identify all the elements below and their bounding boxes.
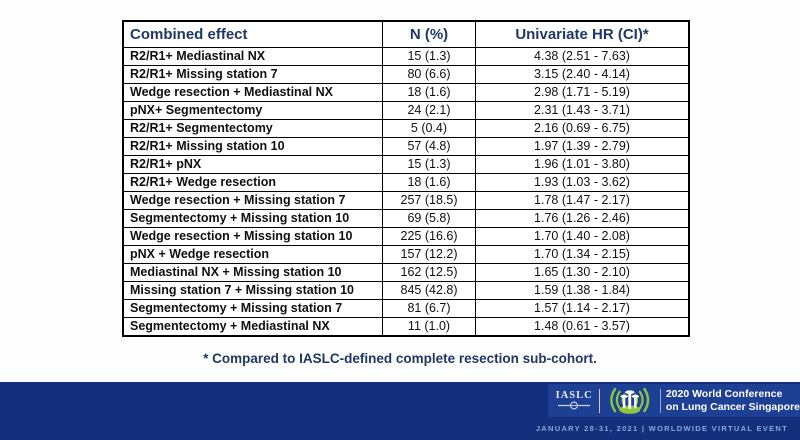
header-n-percent: N (%) (383, 21, 476, 48)
logo-text-separator (660, 389, 661, 413)
cell-univariate-hr: 1.96 (1.01 - 3.80) (476, 156, 690, 174)
cell-n-percent: 80 (6.6) (383, 66, 476, 84)
table-header (123, 21, 689, 48)
table-row (123, 246, 689, 264)
cell-univariate-hr: 1.76 (1.26 - 2.46) (476, 210, 690, 228)
footer-bar (0, 382, 800, 440)
cell-combined-effect: R2/R1+ pNX (123, 156, 383, 174)
cell-combined-effect: Wedge resection + Missing station 7 (123, 192, 383, 210)
conference-title (666, 388, 800, 413)
table-row (123, 120, 689, 138)
footnote: * Compared to IASLC-defined complete resection sub-cohort. (203, 351, 597, 366)
conference-title-line2: on Lung Cancer Singapore (665, 400, 800, 413)
table-row (123, 48, 689, 66)
cell-univariate-hr: 4.38 (2.51 - 7.63) (476, 48, 690, 66)
cell-combined-effect: R2/R1+ Wedge resection (123, 174, 383, 192)
merlion-soundwave-icon (605, 384, 654, 417)
cell-n-percent: 845 (42.8) (383, 282, 476, 300)
table-body (123, 48, 689, 337)
cell-univariate-hr: 2.31 (1.43 - 3.71) (476, 102, 690, 120)
table-row (123, 210, 689, 228)
cell-combined-effect: Segmentectomy + Missing station 7 (123, 300, 383, 318)
cell-n-percent: 257 (18.5) (383, 192, 476, 210)
cell-combined-effect: pNX+ Segmentectomy (123, 102, 383, 120)
logo-separator (599, 389, 600, 413)
conference-title-line1: 2020 World Conference (665, 388, 783, 400)
cell-univariate-hr: 1.48 (0.61 - 3.57) (476, 318, 690, 337)
cell-univariate-hr: 1.59 (1.38 - 1.84) (476, 282, 690, 300)
table-row (123, 318, 689, 337)
iaslc-emblem-icon (557, 401, 591, 410)
cell-univariate-hr: 1.97 (1.39 - 2.79) (476, 138, 690, 156)
cell-univariate-hr: 3.15 (2.40 - 4.14) (476, 66, 690, 84)
cell-n-percent: 157 (12.2) (383, 246, 476, 264)
header-combined-effect: Combined effect (123, 21, 383, 48)
cell-combined-effect: R2/R1+ Mediastinal NX (123, 48, 383, 66)
cell-univariate-hr: 2.98 (1.71 - 5.19) (476, 84, 690, 102)
data-table (122, 20, 690, 337)
table-row (123, 66, 689, 84)
cell-univariate-hr: 1.78 (1.47 - 2.17) (476, 192, 690, 210)
cell-n-percent: 11 (1.0) (383, 318, 476, 337)
cell-combined-effect: R2/R1+ Missing station 10 (123, 138, 383, 156)
cell-n-percent: 15 (1.3) (383, 48, 476, 66)
cell-n-percent: 162 (12.5) (383, 264, 476, 282)
iaslc-logo-text: IASLC (555, 390, 593, 401)
combined-effect-table (122, 20, 690, 337)
cell-combined-effect: R2/R1+ Segmentectomy (123, 120, 383, 138)
table-row (123, 192, 689, 210)
cell-n-percent: 5 (0.4) (383, 120, 476, 138)
cell-combined-effect: Segmentectomy + Missing station 10 (123, 210, 383, 228)
cell-univariate-hr: 1.93 (1.03 - 3.62) (476, 174, 690, 192)
event-date-line: JANUARY 28-31, 2021 | WORLDWIDE VIRTUAL EVENT (535, 424, 788, 433)
cell-univariate-hr: 1.70 (1.34 - 2.15) (476, 246, 690, 264)
cell-univariate-hr: 1.65 (1.30 - 2.10) (476, 264, 690, 282)
cell-combined-effect: R2/R1+ Missing station 7 (123, 66, 383, 84)
header-univariate-hr: Univariate HR (CI)* (476, 21, 690, 48)
cell-n-percent: 18 (1.6) (383, 174, 476, 192)
cell-n-percent: 225 (16.6) (383, 228, 476, 246)
cell-n-percent: 18 (1.6) (383, 84, 476, 102)
table-row (123, 264, 689, 282)
table-row (123, 228, 689, 246)
iaslc-logo (554, 391, 594, 410)
cell-combined-effect: Wedge resection + Missing station 10 (123, 228, 383, 246)
cell-n-percent: 69 (5.8) (383, 210, 476, 228)
cell-univariate-hr: 1.57 (1.14 - 2.17) (476, 300, 690, 318)
wclc-logo-panel (548, 384, 800, 417)
table-row (123, 156, 689, 174)
cell-n-percent: 15 (1.3) (383, 156, 476, 174)
table-row (123, 282, 689, 300)
cell-univariate-hr: 2.16 (0.69 - 6.75) (476, 120, 690, 138)
cell-combined-effect: Wedge resection + Mediastinal NX (123, 84, 383, 102)
table-row (123, 138, 689, 156)
table-row (123, 300, 689, 318)
cell-combined-effect: pNX + Wedge resection (123, 246, 383, 264)
table-row (123, 84, 689, 102)
cell-combined-effect: Missing station 7 + Missing station 10 (123, 282, 383, 300)
cell-n-percent: 24 (2.1) (383, 102, 476, 120)
cell-combined-effect: Segmentectomy + Mediastinal NX (123, 318, 383, 337)
cell-combined-effect: Mediastinal NX + Missing station 10 (123, 264, 383, 282)
cell-n-percent: 57 (4.8) (383, 138, 476, 156)
cell-n-percent: 81 (6.7) (383, 300, 476, 318)
cell-univariate-hr: 1.70 (1.40 - 2.08) (476, 228, 690, 246)
header-row (123, 21, 689, 48)
table-row (123, 174, 689, 192)
table-row (123, 102, 689, 120)
